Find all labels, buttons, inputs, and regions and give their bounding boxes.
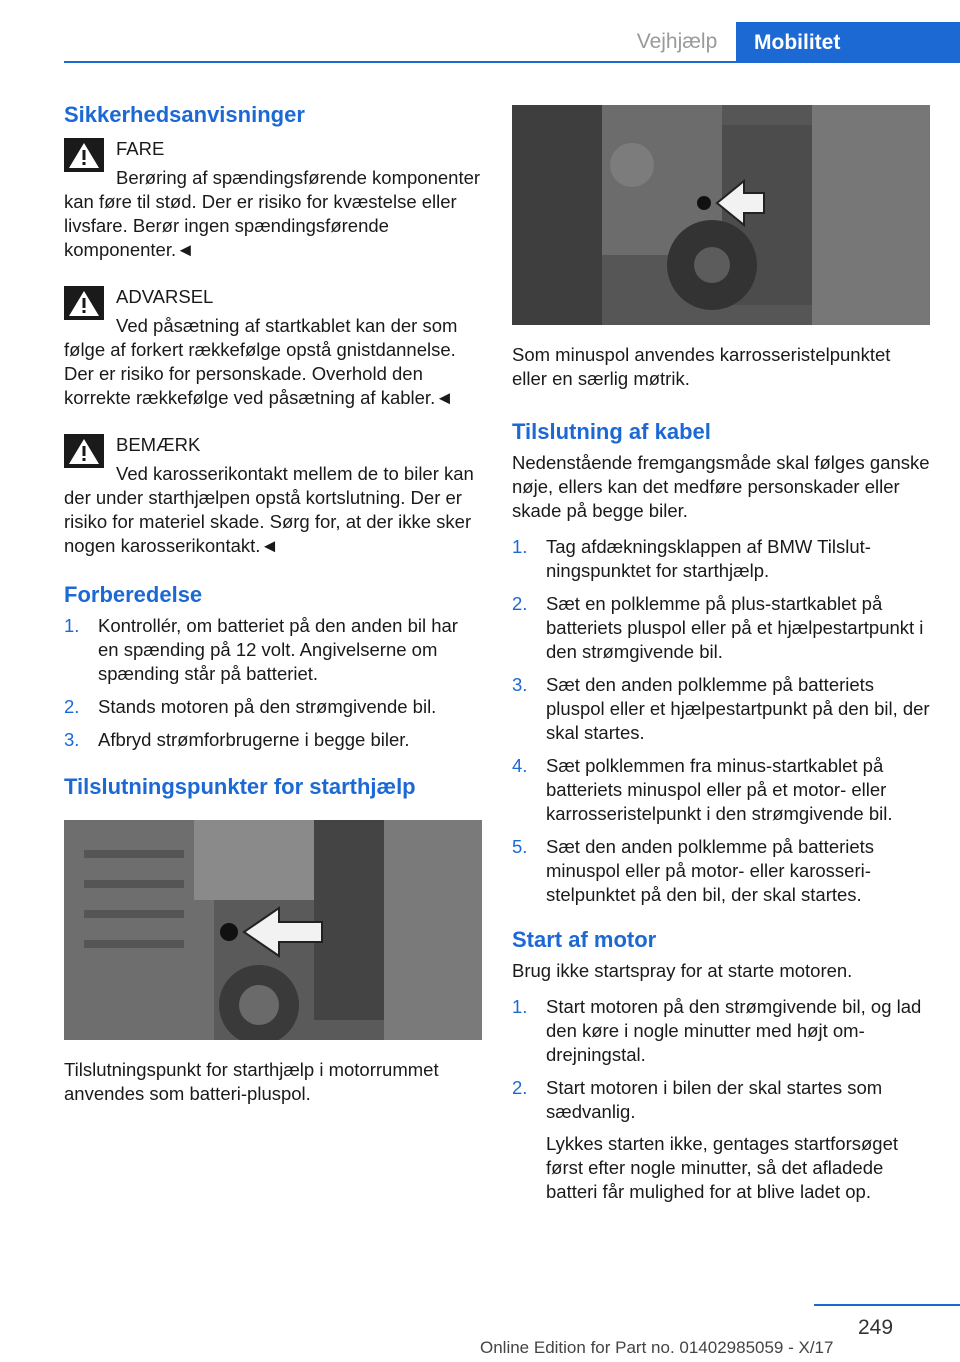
tab-mobilitet[interactable]: Mobilitet bbox=[736, 22, 960, 63]
start-note: Lykkes starten ikke, gentages startforsøget først efter nogle minutter, så det afladede batteri får mulighed for at blive ladet op. bbox=[546, 1133, 899, 1202]
photo-caption-minus: Som minuspol anvendes karrosseristelpunktet eller en særlig møtrik. bbox=[512, 344, 891, 389]
page-number: 249 bbox=[858, 1316, 894, 1339]
warning-text: Berøring af spændingsførende komponenter kan føre til stød. Der er risiko for kvæstelse eller livsfare. Berør ingen spændingsførende komponenter.◄ bbox=[64, 167, 481, 260]
footer-rule bbox=[814, 1304, 960, 1306]
list-item: 3. Afbryd strømforbrugerne i begge biler. bbox=[64, 729, 410, 750]
points-heading: Tilslutningspunkter for starthjælp bbox=[64, 774, 416, 799]
warning-text: Ved karosserikontakt mellem de to biler kan der under starthjælpen opstå kortslutning. Der er risiko for materiel skade. Sørg for, at der ikke sker nogen karosserikontakt.◄ bbox=[64, 463, 474, 556]
engine-bay-photo-minus bbox=[512, 105, 930, 325]
warning-triangle-icon bbox=[64, 138, 104, 172]
warning-label: ADVARSEL bbox=[116, 286, 214, 307]
warning-advarsel bbox=[64, 284, 482, 410]
warning-label: FARE bbox=[116, 138, 165, 159]
prep-steps bbox=[64, 614, 482, 752]
start-section bbox=[512, 925, 930, 1204]
warning-danger bbox=[64, 136, 482, 262]
start-intro: Brug ikke startspray for at starte motoren. bbox=[512, 960, 853, 981]
list-item: 2. Stands motoren på den strømgivende bil. bbox=[64, 696, 437, 717]
warning-triangle-icon bbox=[64, 434, 104, 468]
left-column bbox=[64, 100, 482, 1106]
list-item: 5. Sæt den anden polklemme på batteriets minuspol eller på motor- eller karosseristelpunktet på den bil, der skal startes. bbox=[512, 836, 875, 905]
list-item: 2. Start motoren i bilen der skal startes som sædvanlig. Lykkes starten ikke, gentages startforsøget først efter nogle minutter, så det afladede batteri får mulighed for at blive ladet op. bbox=[512, 1076, 930, 1204]
prep-heading: Forberedelse bbox=[64, 582, 203, 607]
list-item: 1. Kontrollér, om batteriet på den anden bil har en spænding på 12 volt. Angivelserne om spænding står på batteriet. bbox=[64, 615, 458, 684]
list-item: 3. Sæt den anden polklemme på batteriets pluspol eller et hjælpestartpunkt på den bil, der skal startes. bbox=[512, 674, 930, 743]
start-heading: Start af motor bbox=[512, 927, 657, 952]
cable-intro: Nedenstående fremgangsmåde skal følges ganske nøje, ellers kan det medføre personskader eller skade på begge biler. bbox=[512, 452, 930, 521]
list-item: 1. Tag afdækningsklappen af BMW Tilslutningspunktet for starthjælp. bbox=[512, 536, 871, 581]
list-item: 1. Start motoren på den strømgivende bil, og lad den køre i nogle minutter med højt omdrejningstal. bbox=[512, 996, 922, 1065]
engine-bay-photo-plus bbox=[64, 820, 482, 1040]
photo-caption-plus: Tilslutningspunkt for starthjælp i motorrummet anvendes som batteri-pluspol. bbox=[64, 1059, 439, 1104]
list-item: 4. Sæt polklemmen fra minus-startkablet på batteriets minuspol eller på et motor- eller karrosseristelpunkt i den strømgivende bil. bbox=[512, 755, 893, 824]
cable-steps bbox=[512, 535, 930, 907]
warning-label: BEMÆRK bbox=[116, 434, 201, 455]
right-column bbox=[512, 105, 930, 1213]
list-item: 2. Sæt en polklemme på plus-startkablet på batteriets pluspol eller på et hjælpestartpunkt i den strømgivende bil. bbox=[512, 593, 924, 662]
start-steps bbox=[512, 995, 930, 1204]
edition-footer: Online Edition for Part no. 01402985059 - X/17 bbox=[480, 1338, 834, 1357]
cable-heading: Tilslutning af kabel bbox=[512, 419, 711, 444]
cable-section bbox=[512, 417, 930, 907]
warning-text: Ved påsætning af startkablet kan der som følge af forkert rækkefølge opstå gnistdannelse. Der er risiko for personskade. Overhold den korrekte rækkefølge ved påsætning af kabler.◄ bbox=[64, 315, 458, 408]
tab-vejhjaelp[interactable]: Vejhjælp bbox=[636, 30, 718, 53]
safety-heading: Sikkerhedsanvisninger bbox=[64, 102, 305, 127]
warning-triangle-icon bbox=[64, 286, 104, 320]
warning-bemaerk bbox=[64, 432, 482, 558]
